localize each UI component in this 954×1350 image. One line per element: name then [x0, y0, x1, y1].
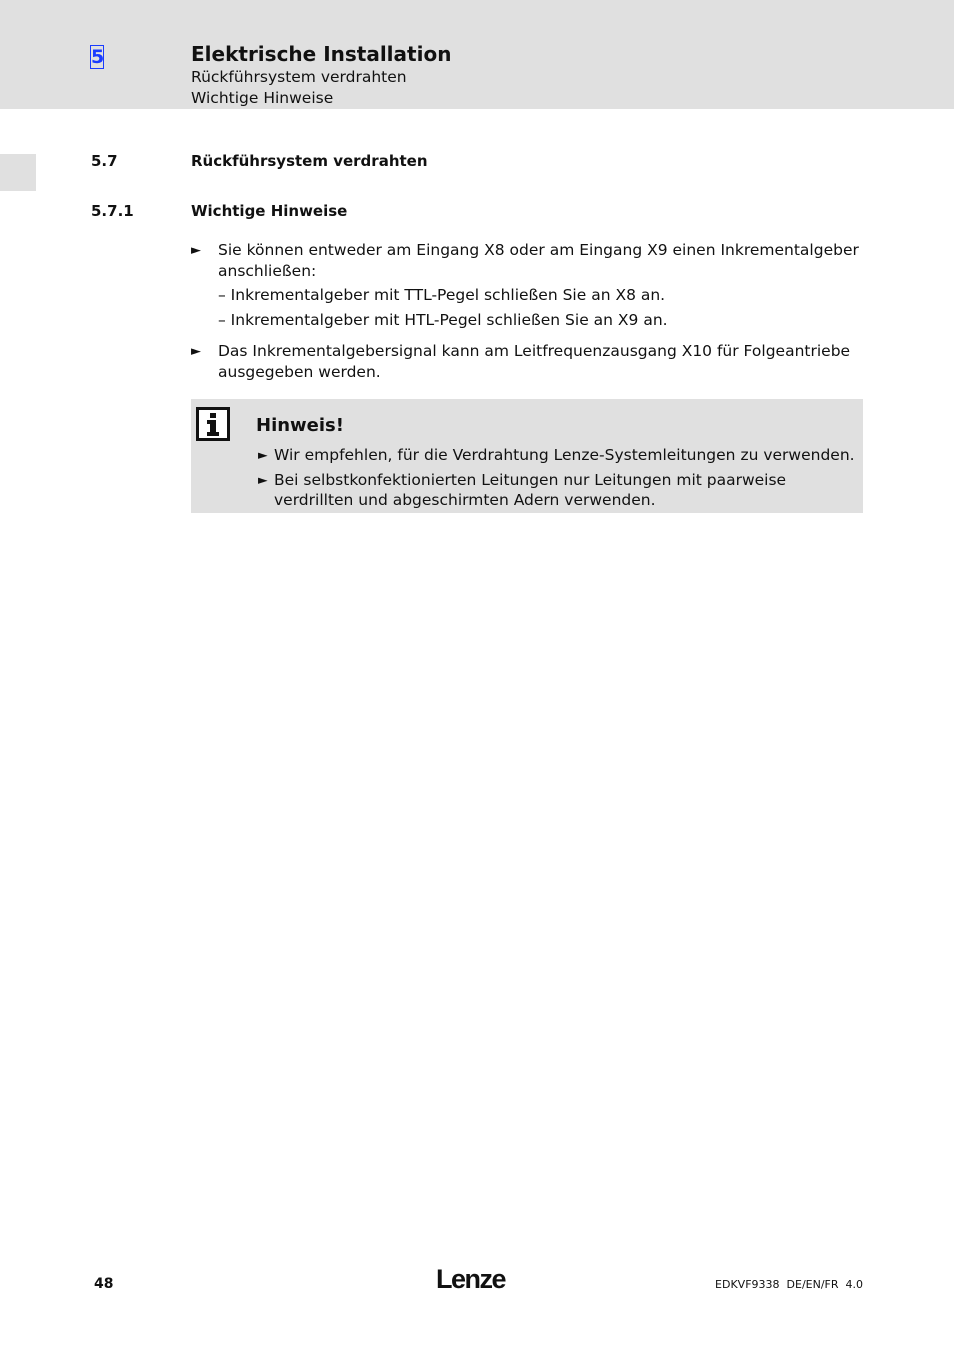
subsection-number: 5.7.1: [91, 202, 134, 220]
page-title: Elektrische Installation: [191, 42, 452, 66]
section-number: 5.7: [91, 152, 118, 170]
info-icon: [196, 407, 230, 441]
section-title: Rückführsystem verdrahten: [191, 152, 428, 170]
note-title: Hinweis!: [256, 415, 344, 436]
list-item: [191, 341, 863, 383]
bullet-arrow-icon: ►: [258, 472, 268, 487]
note-item-text: Bei selbstkonfektionierten Leitungen nur Leitungen mit paarweise verdrillten und abgeschirmten Adern verwenden.: [274, 471, 787, 509]
bullet-arrow-icon: ►: [191, 243, 201, 258]
header-band: [0, 0, 954, 109]
lenze-logo: [436, 1262, 516, 1294]
document-id: EDKVF9338 DE/EN/FR 4.0: [715, 1278, 863, 1291]
list-item-text: Das Inkrementalgebersignal kann am Leitfrequenzausgang X10 für Folgeantriebe ausgegeben werden.: [218, 342, 851, 381]
list-item-text: Sie können entweder am Eingang X8 oder am Eingang X9 einen Inkrementalgeber anschließen:: [218, 241, 859, 280]
bullet-arrow-icon: ►: [258, 447, 268, 462]
note-item-text: Wir empfehlen, für die Verdrahtung Lenze-Systemleitungen zu verwenden.: [274, 446, 855, 464]
sub-list-item: – Inkrementalgeber mit HTL-Pegel schließen Sie an X9 an.: [218, 311, 668, 329]
breadcrumb-subsection: Wichtige Hinweise: [191, 89, 334, 107]
subsection-title: Wichtige Hinweise: [191, 202, 348, 220]
list-item: [191, 240, 863, 282]
side-tab-marker: [0, 154, 36, 191]
note-list-item: [258, 445, 858, 465]
sub-list-item: – Inkrementalgeber mit TTL-Pegel schließen Sie an X8 an.: [218, 286, 666, 304]
lenze-logo-text: Lenze: [436, 1264, 506, 1294]
note-list-item: [258, 470, 858, 510]
bullet-arrow-icon: ►: [191, 344, 201, 359]
page-number: 48: [94, 1276, 114, 1292]
chapter-number: 5: [91, 46, 105, 68]
breadcrumb-section: Rückführsystem verdrahten: [191, 68, 407, 86]
